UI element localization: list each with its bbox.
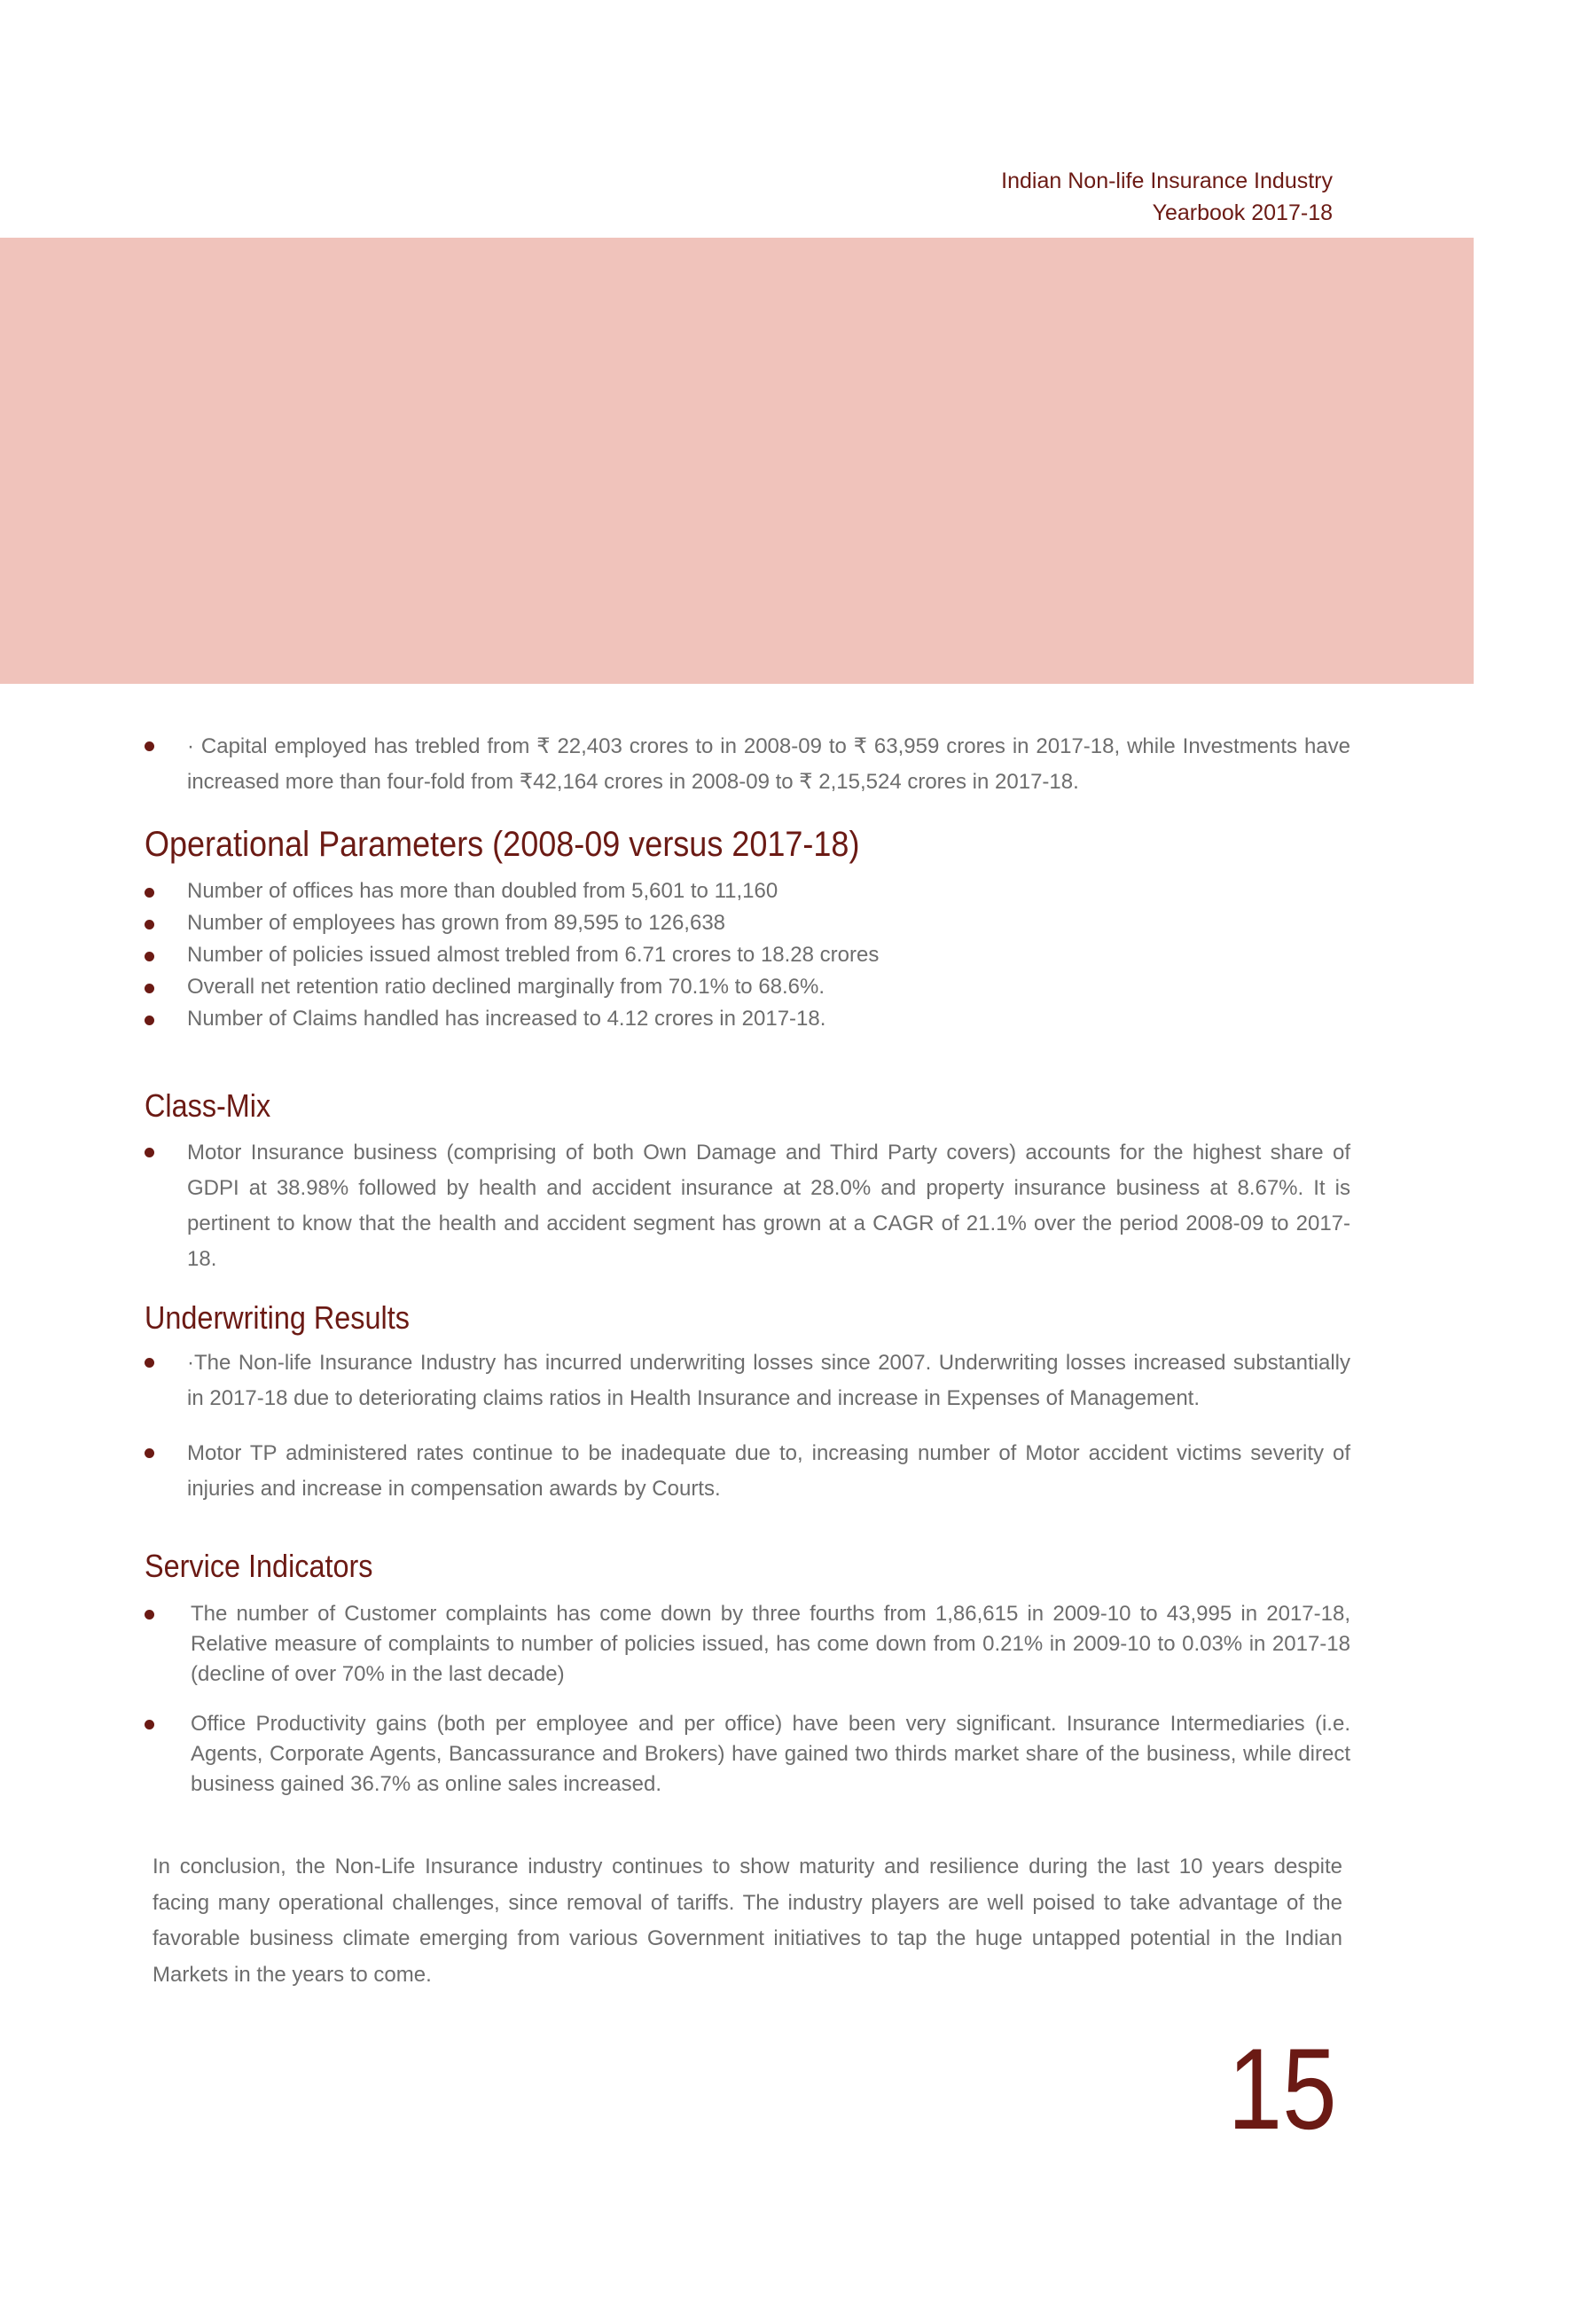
- section-heading: Underwriting Results: [145, 1299, 410, 1336]
- header-subtitle: Yearbook 2017-18: [1152, 200, 1333, 225]
- section-heading: Service Indicators: [145, 1548, 373, 1584]
- conclusion-section: [153, 1849, 1342, 1993]
- section-heading: Operational Parameters (2008-09 versus 2017-18): [145, 825, 860, 864]
- service-list: [145, 1599, 1350, 1800]
- conclusion-paragraph: In conclusion, the Non-Life Insurance industry continues to show maturity and resilience during the last 10 years despite facing many operational challenges, since removal of tariffs. The industry players are well poised to take advantage of the favorable business climate emerging from various Government initiatives to tap the huge untapped potential in the Indian Markets in the years to come.: [153, 1855, 1342, 1987]
- list-item: Motor TP administered rates continue to be inadequate due to, increasing number of Motor accident victims severity of injuries and increase in compensation awards by Courts.: [145, 1436, 1350, 1507]
- list-item: Number of offices has more than doubled from 5,601 to 11,160: [145, 875, 1350, 907]
- list-item: ·The Non-life Insurance Industry has incurred underwriting losses since 2007. Underwriting losses increased substantially in 2017-18 due to deteriorating claims ratios in Health Insurance and increase in Expenses of Management.: [145, 1345, 1350, 1416]
- operational-section: [145, 825, 1350, 1035]
- page-number: 15: [1228, 2024, 1337, 2153]
- list-item: Office Productivity gains (both per employee and per office) have been very significant. Insurance Intermediaries (i.e. Agents, Corporate Agents, Bancassurance and Brokers) have gained two thirds market share of the business, while direct business gained 36.7% as online sales increased.: [145, 1709, 1350, 1800]
- class-mix-section: [145, 1087, 1350, 1277]
- list-item: · Capital employed has trebled from ₹ 22,403 crores to in 2008-09 to ₹ 63,959 crores in 2017-18, while Investments have increased more than four-fold from ₹42,164 crores in 2008-09 to ₹ 2,15,524 crores in 2017-18.: [145, 729, 1350, 800]
- list-item: Number of Claims handled has increased to 4.12 crores in 2017-18.: [145, 1003, 1350, 1035]
- list-item: Number of employees has grown from 89,595 to 126,638: [145, 907, 1350, 939]
- decorative-band: [0, 238, 1474, 684]
- list-item: Number of policies issued almost trebled from 6.71 crores to 18.28 crores: [145, 939, 1350, 971]
- header-title: Indian Non-life Insurance Industry: [1001, 169, 1333, 193]
- service-section: [145, 1548, 1350, 1800]
- intro-section: [145, 729, 1350, 800]
- list-item: Motor Insurance business (comprising of both Own Damage and Third Party covers) accounts for the highest share of GDPI at 38.98% followed by health and accident insurance at 28.0% and property insurance business at 8.67%. It is pertinent to know that the health and accident segment has grown at a CAGR of 21.1% over the period 2008-09 to 2017-18.: [145, 1135, 1350, 1277]
- class-mix-list: [145, 1135, 1350, 1277]
- underwriting-list: [145, 1345, 1350, 1507]
- underwriting-section: [145, 1299, 1350, 1507]
- operational-list: [145, 875, 1350, 1035]
- list-item: The number of Customer complaints has come down by three fourths from 1,86,615 in 2009-10 to 43,995 in 2017-18, Relative measure of complaints to number of policies issued, has come down from 0.21% in 2009-10 to 0.03% in 2017-18 (decline of over 70% in the last decade): [145, 1599, 1350, 1690]
- section-heading: Class-Mix: [145, 1087, 271, 1124]
- list-item: Overall net retention ratio declined marginally from 70.1% to 68.6%.: [145, 971, 1350, 1003]
- running-header: [1001, 165, 1333, 229]
